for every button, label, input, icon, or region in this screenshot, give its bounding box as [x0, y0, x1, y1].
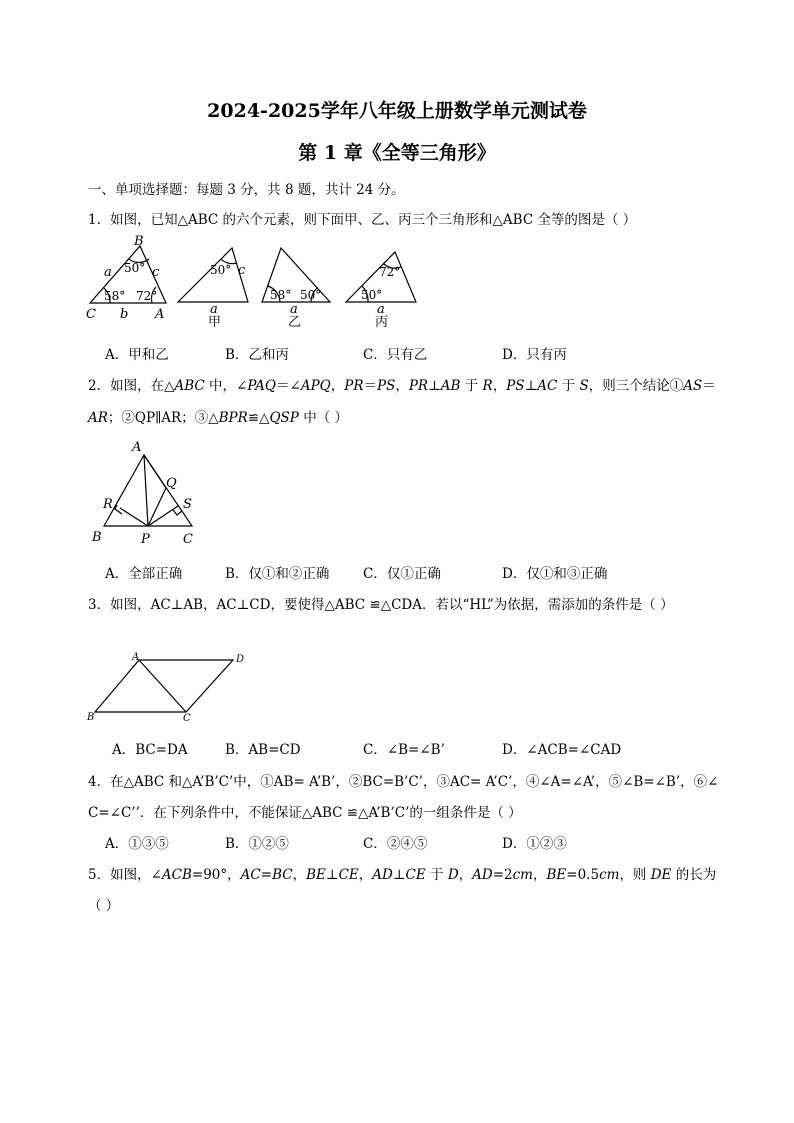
q2-label-r: R — [103, 497, 113, 512]
jia-angle-value: 50° — [210, 263, 232, 277]
q3-label-b: B — [87, 712, 95, 723]
label-c: C — [86, 307, 96, 322]
jia-side-a: a — [210, 302, 218, 317]
yi-angle2-value: 50° — [300, 288, 322, 302]
q3-label-d: D — [236, 654, 245, 665]
q3-option-c[interactable]: C．∠B=∠B’ — [363, 742, 445, 758]
diagonal-ac — [139, 660, 186, 712]
q2-label-p: P — [141, 532, 150, 547]
chapter-title: 第 1 章《全等三角形》 — [298, 142, 496, 164]
label-a: A — [155, 307, 165, 322]
bing-side-a: a — [377, 302, 385, 317]
side-b: b — [120, 307, 129, 322]
angle-b-value: 50° — [124, 261, 146, 275]
q2-stem-line1: 2．如图，在△ABC 中，∠PAQ＝∠APQ，PR＝PS，PR⊥AB 于 R，PS⊥AC 于 S，则三个结论①AS＝ — [88, 378, 716, 394]
q3-option-a[interactable]: A．BC=DA — [112, 742, 188, 758]
q1-stem: 1．如图，已知△ABC 的六个元素，则下面甲、乙、丙三个三角形和△ABC 全等的图是（ ） — [88, 212, 637, 228]
q1-option-b[interactable]: B．乙和丙 — [225, 347, 289, 363]
q2-option-d[interactable]: D．仅①和③正确 — [502, 566, 608, 582]
q2-label-a: A — [132, 440, 142, 455]
q1-option-c[interactable]: C．只有乙 — [363, 347, 428, 363]
q2-stem-line2: AR；②QP∥AR；③△BPR≌△QSP 中（ ） — [88, 410, 348, 426]
q1-option-d[interactable]: D．只有丙 — [502, 347, 567, 363]
angle-a-value: 72° — [136, 289, 158, 303]
label-b: B — [134, 234, 144, 249]
q3-label-a: A — [132, 652, 140, 663]
q2-label-b: B — [92, 530, 102, 545]
section-heading: 一、单项选择题：每题 3 分，共 8 题，共计 24 分。 — [88, 182, 405, 198]
q4-stem-line2: C=∠C’’．在下列条件中，不能保证△ABC ≌△A’B’C’的一组条件是（ ） — [88, 805, 522, 821]
q5-stem-line2: （ ） — [88, 898, 120, 914]
side-a: a — [104, 265, 112, 280]
q3-option-d[interactable]: D．∠ACB=∠CAD — [502, 742, 622, 758]
q2-option-a[interactable]: A．全部正确 — [105, 566, 183, 582]
q4-stem-line1: 4．在△ABC 和△A’B’C’中，①AB= A’B’，②BC=B’C’，③AC= A’C’，④∠A=∠A’，⑤∠B=∠B’，⑥∠ — [88, 774, 719, 790]
angle-c-value: 58° — [104, 289, 126, 303]
bing-angle1-value: 72° — [379, 265, 401, 279]
bing-name: 丙 — [375, 315, 389, 330]
bing-angle2-value: 50° — [361, 288, 383, 302]
q3-label-c: C — [183, 713, 191, 724]
parallelogram-abcd — [95, 660, 233, 712]
yi-angle1-value: 58° — [270, 288, 292, 302]
q4-option-c[interactable]: C．②④⑤ — [363, 836, 428, 852]
q2-option-c[interactable]: C．仅①正确 — [363, 566, 441, 582]
q1-option-a[interactable]: A．甲和乙 — [105, 347, 169, 363]
page-title: 2024-2025学年八年级上册数学单元测试卷 — [207, 100, 587, 122]
q2-label-q: Q — [166, 476, 177, 491]
q3-option-b[interactable]: B．AB=CD — [225, 742, 301, 758]
q4-option-d[interactable]: D．①②③ — [502, 836, 567, 852]
yi-side-a: a — [290, 302, 298, 317]
q2-option-b[interactable]: B．仅①和②正确 — [225, 566, 330, 582]
q2-label-s: S — [183, 497, 192, 512]
yi-name: 乙 — [288, 315, 302, 330]
q4-option-b[interactable]: B．①②⑤ — [225, 836, 289, 852]
q2-label-c: C — [183, 532, 193, 547]
side-c: c — [152, 265, 160, 280]
q5-stem-line1: 5．如图，∠ACB=90°，AC=BC，BE⊥CE，AD⊥CE 于 D，AD=2cm，BE=0.5cm，则 DE 的长为 — [88, 867, 717, 883]
jia-name: 甲 — [208, 315, 222, 330]
q4-option-a[interactable]: A．①③⑤ — [105, 836, 169, 852]
jia-side-c: c — [238, 263, 246, 278]
q3-stem: 3．如图，AC⊥AB，AC⊥CD，要使得△ABC ≌△CDA．若以“HL”为依据，需添加的条件是（ ） — [88, 597, 674, 613]
